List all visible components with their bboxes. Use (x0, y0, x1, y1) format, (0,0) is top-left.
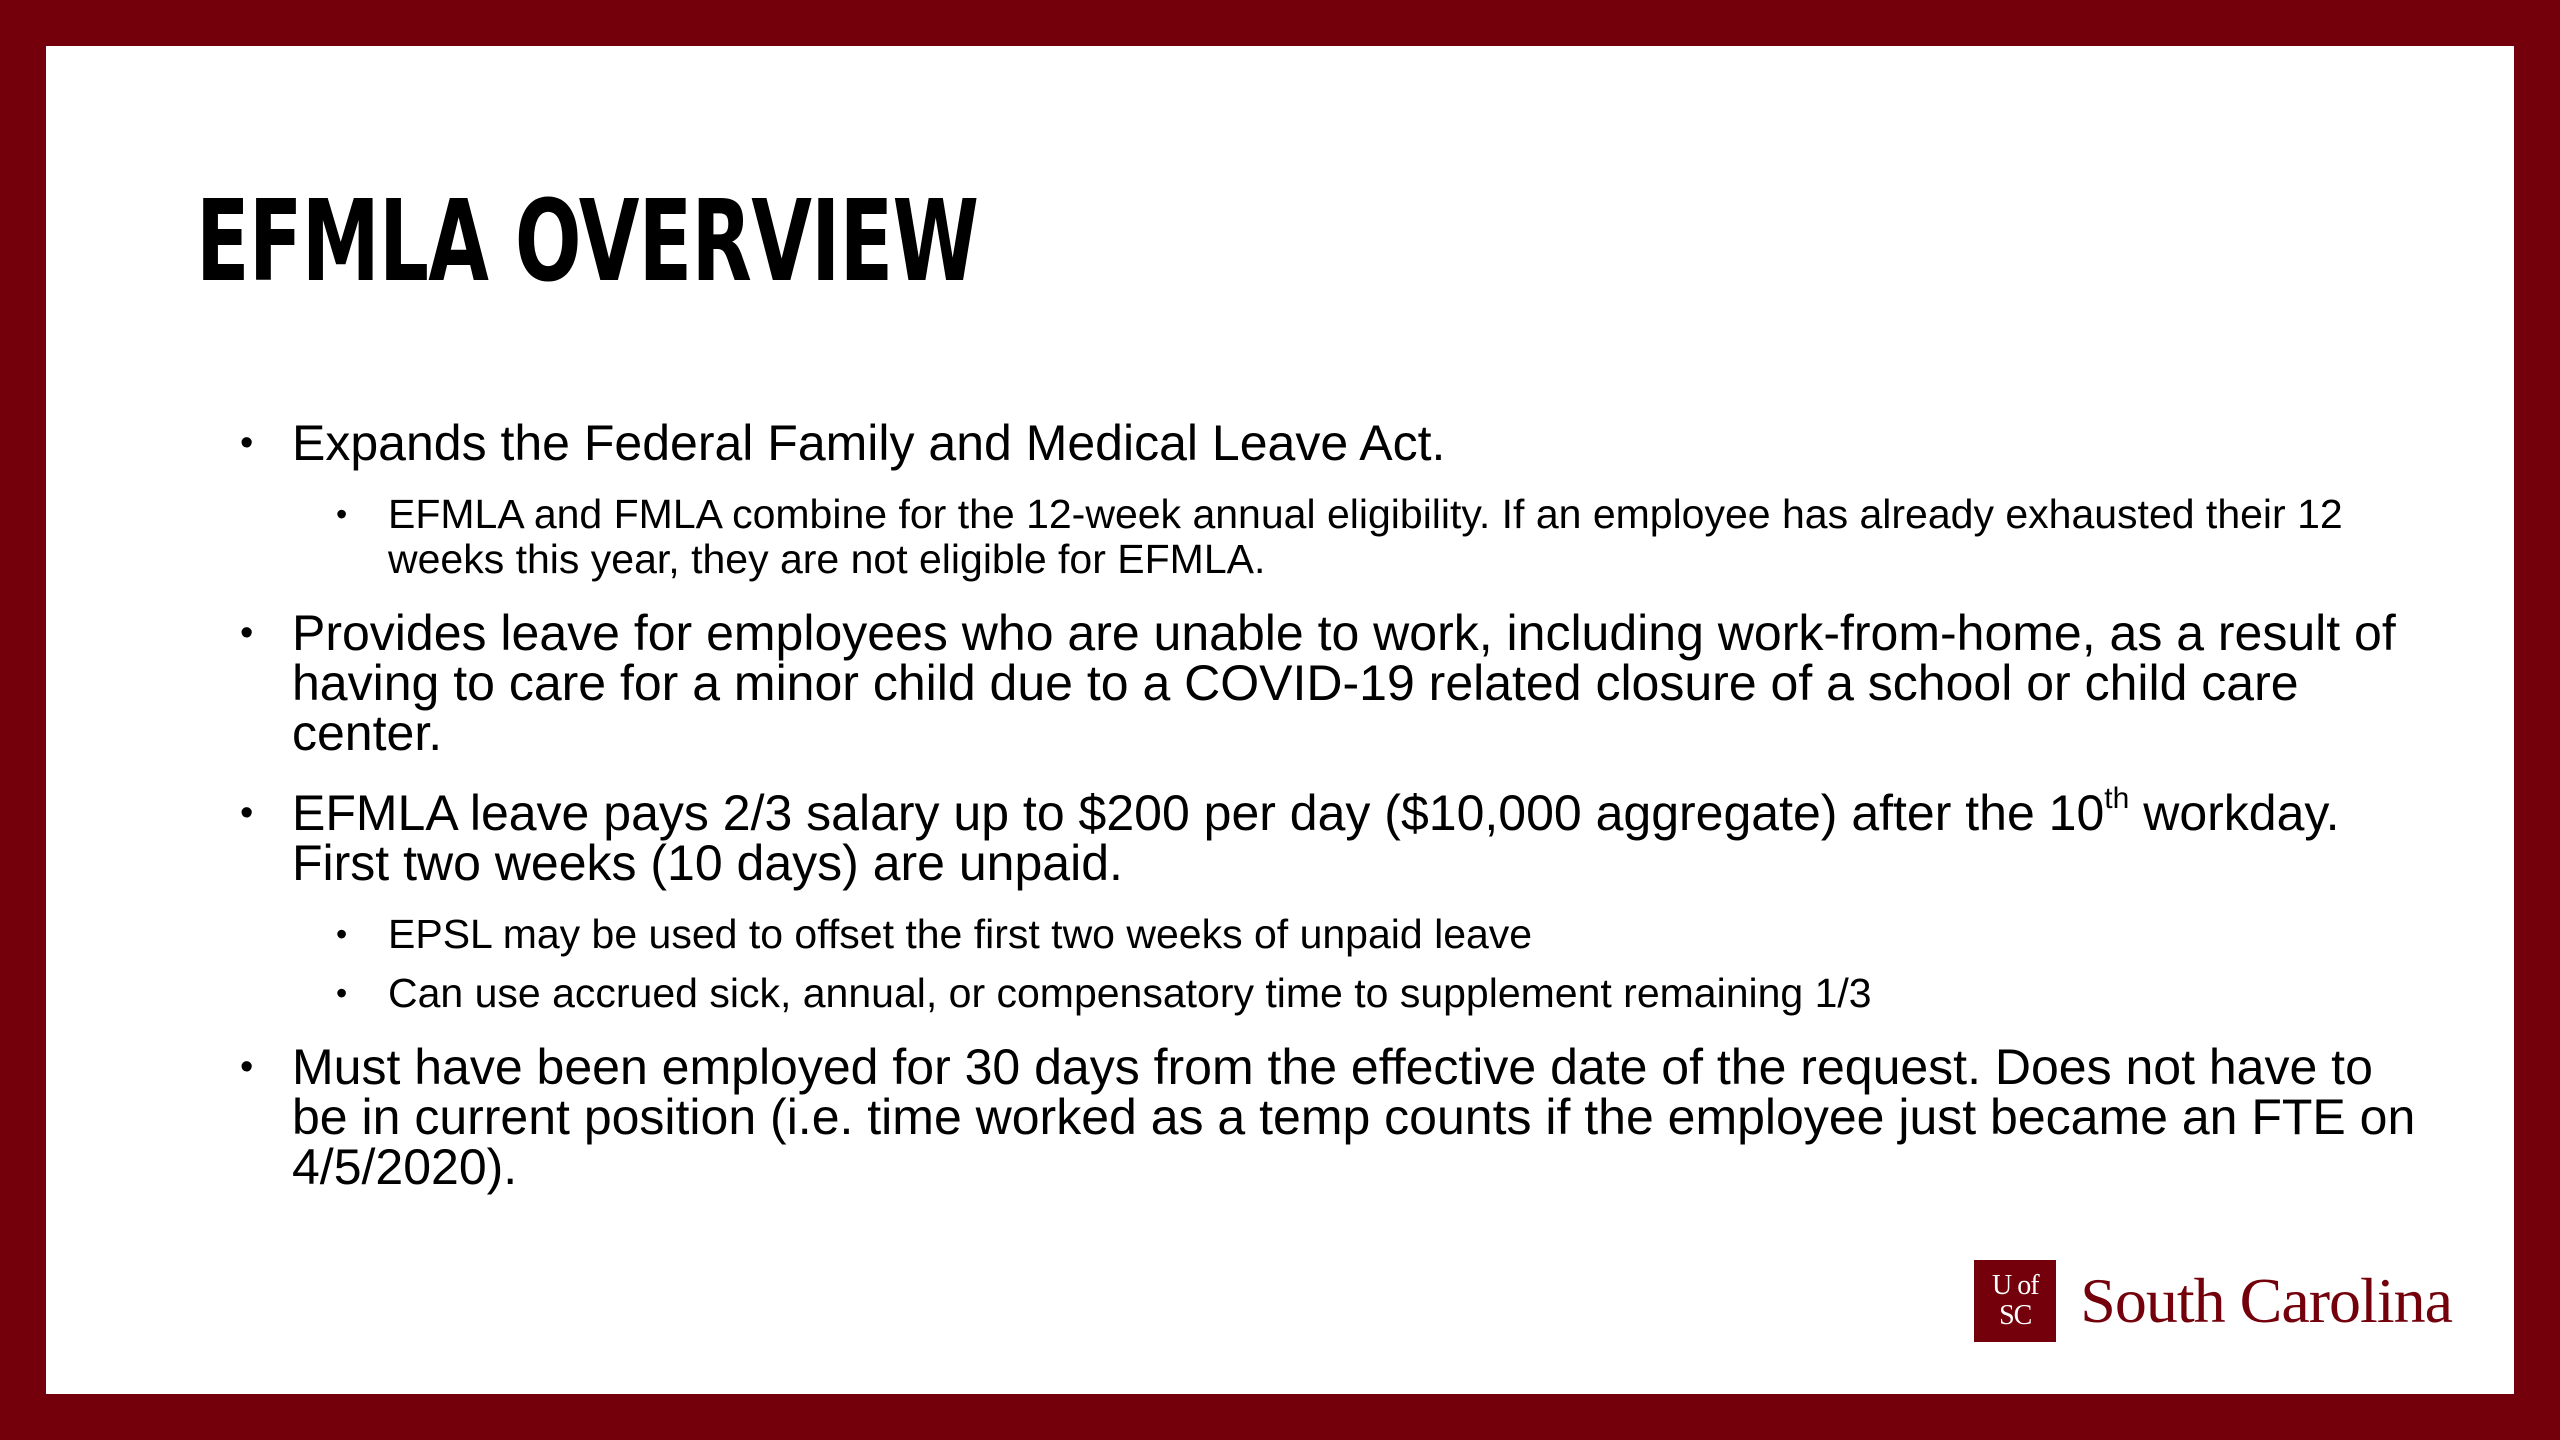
subbullet-text: EFMLA and FMLA combine for the 12-week annual eligibility. If an employee has already exhausted their 12 weeks this year, they are not eligible for EFMLA. (388, 491, 2343, 582)
logo-mark-bottom: SC (1999, 1300, 2032, 1331)
uofsc-mark-icon (1974, 1260, 2056, 1342)
bullet-text: Provides leave for employees who are unable to work, including work-from-home, as a result of having to care for a minor child due to a COVID-19 related closure of a school or child care center. (292, 605, 2396, 761)
subbullet-text: EPSL may be used to offset the first two weeks of unpaid leave (388, 911, 1533, 957)
bullet-text: Must have been employed for 30 days from the effective date of the request. Does not have to be in current position (i.e. time worked as a temp counts if the employee just became an FTE on 4/5/2020). (292, 1039, 2416, 1195)
subbullet-item (196, 971, 2436, 1016)
bullet-item (196, 415, 2436, 471)
bullet-item (196, 605, 2436, 761)
bullet-dot-icon: • (336, 496, 348, 532)
university-logo (1974, 1260, 2452, 1342)
bullet-text: Expands the Federal Family and Medical Leave Act. (292, 415, 1446, 471)
bullet-item (196, 1039, 2436, 1195)
slide (46, 46, 2514, 1394)
bullet-dot-icon: • (240, 422, 254, 464)
bullet-list (196, 415, 2436, 1216)
ordinal-superscript: th (2104, 782, 2130, 815)
bullet-item (196, 782, 2436, 891)
subbullet-text: Can use accrued sick, annual, or compensatory time to supplement remaining 1/3 (388, 970, 1872, 1016)
bullet-dot-icon: • (336, 975, 348, 1011)
logo-mark-top: U of (1991, 1270, 2039, 1301)
logo-wordmark: South Carolina (2080, 1265, 2452, 1336)
bullet-text-part: EFMLA leave pays 2/3 salary up to $200 per day ($10,000 aggregate) after the 10 (292, 785, 2105, 841)
slide-title: EFMLA OVERVIEW (196, 177, 979, 307)
subbullet-item (196, 912, 2436, 957)
bullet-dot-icon: • (240, 1046, 254, 1088)
bullet-text-part: workday. First two weeks (10 days) are unpaid. (292, 785, 2340, 891)
bullet-dot-icon: • (240, 612, 254, 654)
bullet-dot-icon: • (336, 916, 348, 952)
subbullet-item (196, 492, 2436, 582)
bullet-dot-icon: • (240, 792, 254, 834)
